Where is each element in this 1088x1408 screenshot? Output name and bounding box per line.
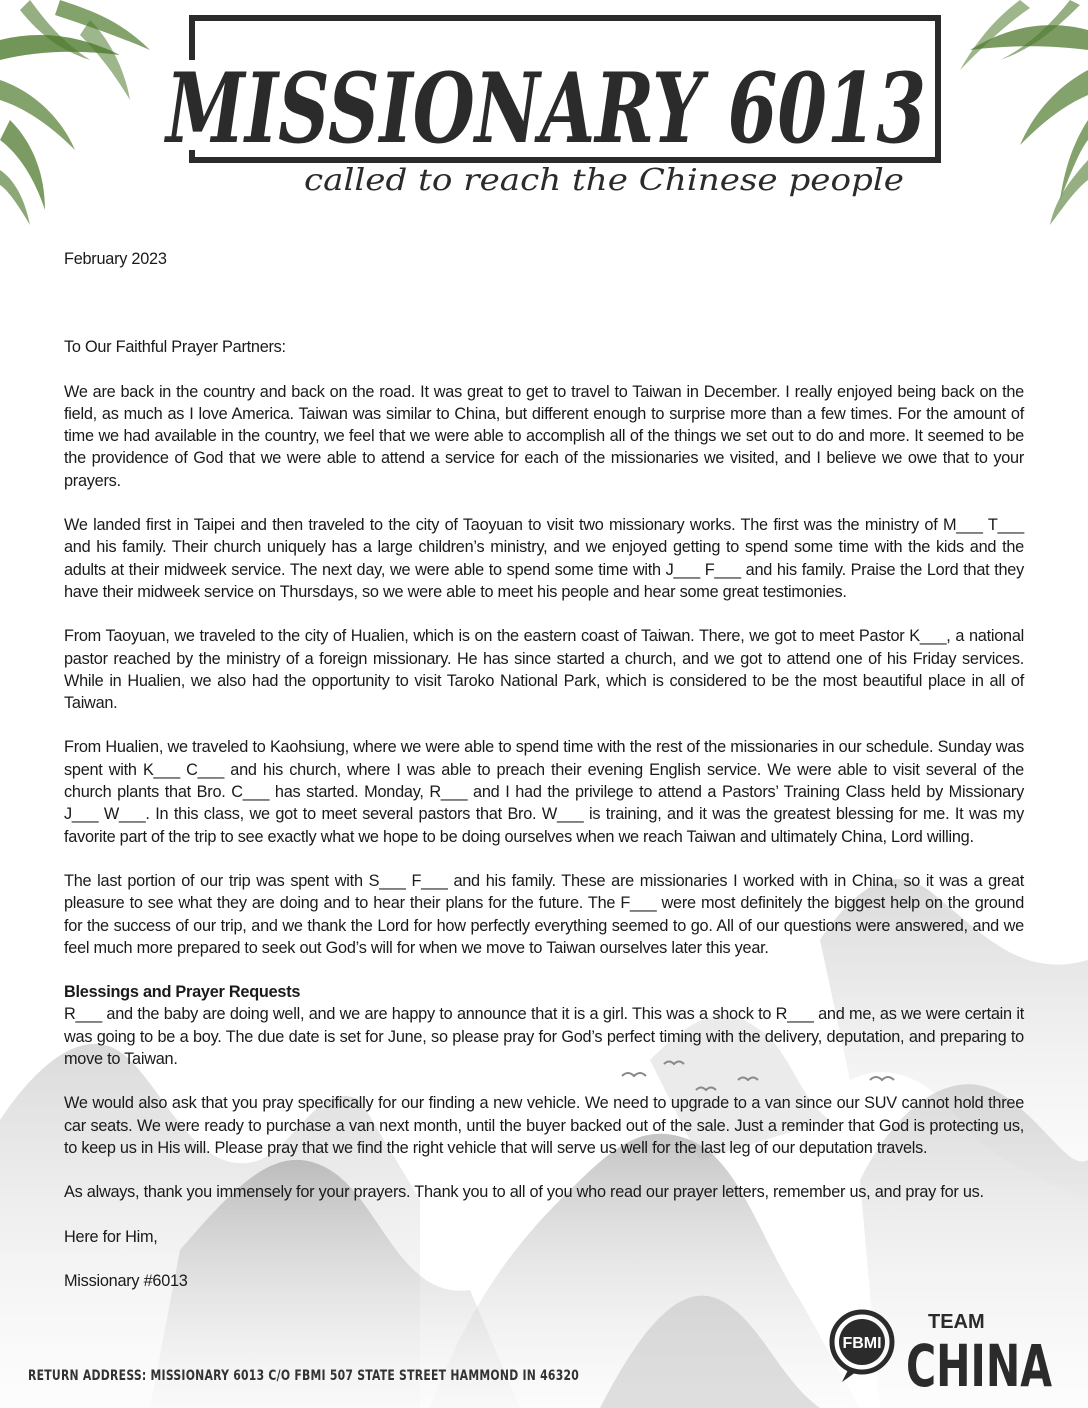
paragraph-5: The last portion of our trip was spent with S___ F___ and his family. These are missionaries I worked with in China, so it was a great pleasure to see what they are doing and to hear their plans for the future. The F___ were most definitely the biggest help on the ground for the success of our trip, and we thank the Lord for how perfectly everything seemed to go. All of our questions were answered, and we feel much more prepared to seek out God’s will for when we move to Taiwan ourselves later this year. — [64, 871, 1024, 957]
logos — [828, 1306, 1058, 1390]
header-banner — [0, 0, 1088, 230]
request-2: We would also ask that you pray specifically for our finding a new vehicle. We need to upgrade to a van since our SUV cannot hold three car seats. We were ready to purchase a van next month, until the buyer backed out of the sale. Just a reminder that God is protecting us, to keep us in His will. Please pray that we find the right vehicle that will serve us well for the last leg of our deputation travels. — [64, 1094, 1024, 1157]
requests-heading: Blessings and Prayer Requests — [64, 983, 301, 1002]
signature: Missionary #6013 — [64, 1271, 188, 1290]
closing: Here for Him, — [64, 1227, 158, 1246]
svg-text:FBMI: FBMI — [842, 1335, 882, 1352]
return-address: RETURN ADDRESS: MISSIONARY 6013 C/O FBMI 507 STATE STREET HAMMOND IN 46320 — [28, 1368, 580, 1384]
bamboo-leaves-right-icon — [960, 0, 1088, 225]
svg-text:CHINA: CHINA — [906, 1332, 1053, 1390]
letter-body — [64, 248, 1024, 1314]
salutation: To Our Faithful Prayer Partners: — [64, 338, 286, 357]
bamboo-leaves-left-icon — [0, 0, 150, 225]
svg-text:TEAM: TEAM — [928, 1311, 985, 1333]
paragraph-2: We landed first in Taipei and then traveled to the city of Taoyuan to visit two missionary works. The first was the ministry of M___ T___ and his family. Their church uniquely has a large children’s ministry, and we enjoyed getting to spend some time with the kids and the adults at their midweek service. The next day, we were able to spend some time with J___ F___ and his family. Praise the Lord that they have their midweek service on Thursdays, so we were able to meet his people and hear some great testimonies. — [64, 516, 1024, 601]
paragraph-3: From Taoyuan, we traveled to the city of Hualien, which is on the eastern coast of Taiwan. There, we got to meet Pastor K___, a national pastor reached by the ministry of a foreign missionary. He has since started a church, and we got to attend one of his Friday services. While in Hualien, we also had the opportunity to visit Taroko National Park, which is considered to be the most beautiful place in all of Taiwan. — [64, 627, 1024, 713]
paragraph-1: We are back in the country and back on the road. It was great to get to travel to Taiwan in December. I really enjoyed being back on the field, as much as I love America. Taiwan was similar to China, but different enough to surprise more than a few times. For the amount of time we had available in the country, we feel that we were able to accomplish all of the things we set out to do and more. It seemed to be the providence of God that we were able to attend a service for each of the missionaries we visited, and I believe we owe that to your prayers. — [64, 382, 1024, 490]
fbmi-logo — [832, 1312, 892, 1382]
thanks-paragraph: As always, thank you immensely for your prayers. Thank you to all of you who read our prayer letters, remember us, and pray for us. — [64, 1183, 984, 1202]
tagline-text: called to reach the Chinese people — [304, 163, 904, 198]
letter-date: February 2023 — [64, 250, 167, 268]
request-1: R___ and the baby are doing well, and we are happy to announce that it is a girl. This was a shock to R___ and me, as we were certain it was going to be a boy. The due date is set for June, so please pray for God’s perfect timing with the delivery, deputation, and preparing to move to Taiwan. — [64, 1005, 1024, 1069]
team-china-logo — [906, 1311, 1052, 1390]
title-text: MISSIONARY 6013 — [163, 52, 927, 165]
paragraph-4: From Hualien, we traveled to Kaohsiung, where we were able to spend time with the rest of the missionaries in our schedule. Sunday was spent with K___ C___ and his church, where I was able to preach their evening English service. We were able to visit several of the church plants that Bro. C___ has started. Monday, R___ and I had the privilege to attend a Pastors’ Training Class held by Missionary J___ W___. In this class, we got to meet several pastors that Bro. W___ is training, and it was the greatest blessing for me. It was my favorite part of the trip to see exactly what we hope to be doing ourselves when we reach Taiwan and ultimately China, Lord willing. — [64, 738, 1024, 846]
